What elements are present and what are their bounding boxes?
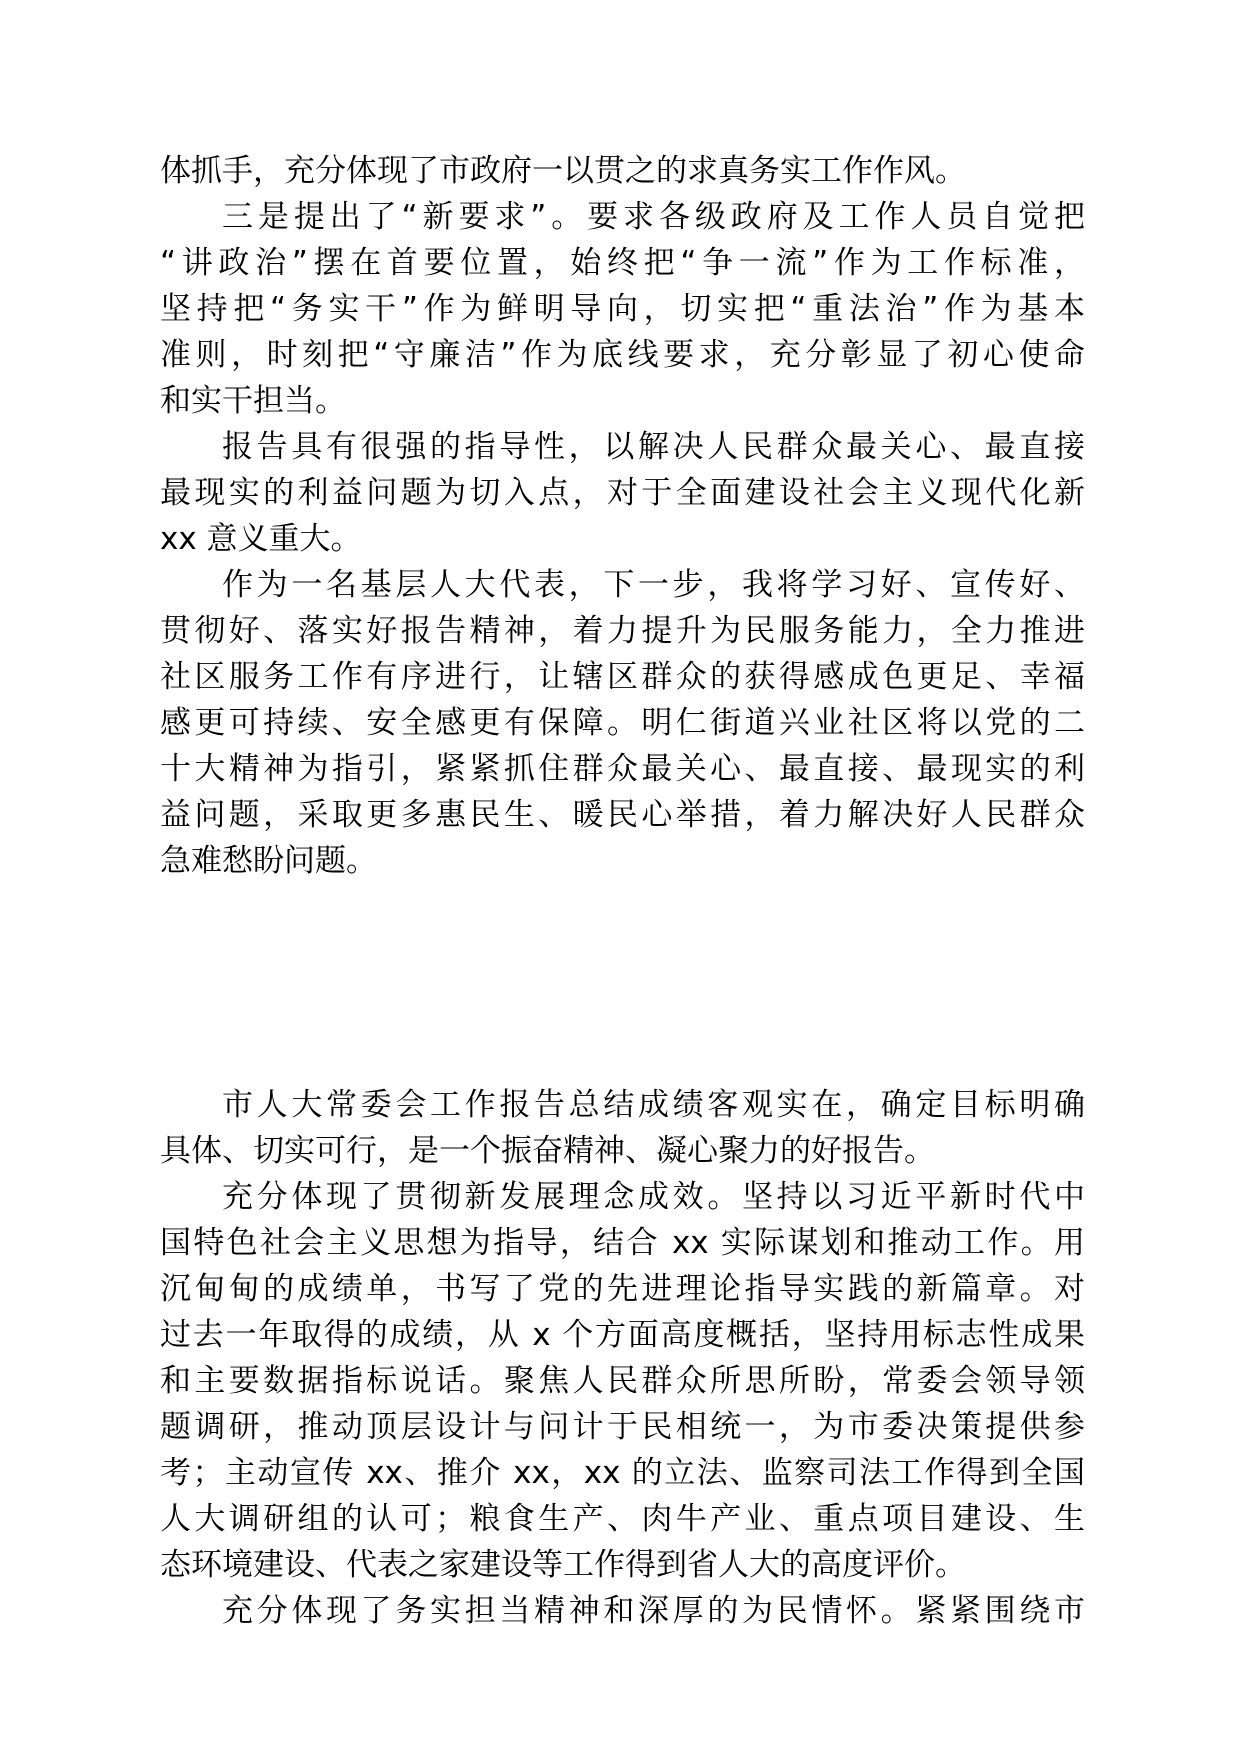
paragraph-first-line: 充分体现了务实担当精神和深厚的为民情怀。紧紧围绕市 (222, 1593, 1085, 1629)
text-line: 益问题，采取更多惠民生、暖民心举措，着力解决好人民群众 (160, 797, 1085, 833)
paragraph-first-line: 充分体现了贯彻新发展理念成效。坚持以习近平新时代中 (222, 1179, 1085, 1215)
paragraph-first-line: 作为一名基层人大代表，下一步，我将学习好、宣传好、 (222, 567, 1085, 603)
text-line: 人大调研组的认可；粮食生产、肉牛产业、重点项目建设、生 (160, 1501, 1085, 1537)
text-line: 感更可持续、安全感更有保障。明仁街道兴业社区将以党的二 (160, 705, 1085, 741)
text-line: 过去一年取得的成绩，从 x 个方面高度概括，坚持用标志性成果 (160, 1317, 1085, 1353)
paragraph-first-line: 市人大常委会工作报告总结成绩客观实在，确定目标明确 (222, 1087, 1085, 1123)
text-line: 十大精神为指引，紧紧抓住群众最关心、最直接、最现实的利 (160, 751, 1085, 787)
text-line: 和主要数据指标说话。聚焦人民群众所思所盼，常委会领导领 (160, 1363, 1085, 1399)
text-line: 坚持把“务实干”作为鲜明导向，切实把“重法治”作为基本 (160, 291, 1085, 327)
text-line: 社区服务工作有序进行，让辖区群众的获得感成色更足、幸福 (160, 659, 1085, 695)
text-line: 国特色社会主义思想为指导，结合 xx 实际谋划和推动工作。用 (160, 1225, 1085, 1261)
text-line: 贯彻好、落实好报告精神，着力提升为民服务能力，全力推进 (160, 613, 1085, 649)
text-line: 最现实的利益问题为切入点，对于全面建设社会主义现代化新 (160, 475, 1085, 511)
text-line: 考；主动宣传 xx、推介 xx，xx 的立法、监察司法工作得到全国 (160, 1455, 1085, 1491)
text-line: “讲政治”摆在首要位置，始终把“争一流”作为工作标准， (160, 245, 1085, 281)
section-heading (160, 912, 1085, 1068)
document-page (160, 148, 1085, 1634)
text-line: 具体、切实可行，是一个振奋精神、凝心聚力的好报告。 (160, 1133, 935, 1169)
text-line: 态环境建设、代表之家建设等工作得到省人大的高度评价。 (160, 1547, 966, 1583)
text-line: 沉甸甸的成绩单，书写了党的先进理论指导实践的新篇章。对 (160, 1271, 1085, 1307)
paragraph-first-line: 报告具有很强的指导性，以解决人民群众最关心、最直接 (222, 429, 1085, 465)
text-line: 体抓手，充分体现了市政府一以贯之的求真务实工作作风。 (160, 153, 966, 189)
body-section-bottom (160, 1082, 1085, 1634)
body-section-top (160, 148, 1085, 884)
paragraph-first-line: 三是提出了“新要求”。要求各级政府及工作人员自觉把 (222, 199, 1085, 235)
text-line: xx 意义重大。 (160, 521, 362, 557)
text-line: 急难愁盼问题。 (160, 843, 377, 879)
heading-line-2 (160, 1008, 1085, 1068)
heading-line-1 (160, 912, 1085, 972)
text-line: 和实干担当。 (160, 383, 346, 419)
text-line: 题调研，推动顶层设计与问计于民相统一，为市委决策提供参 (160, 1409, 1085, 1445)
text-line: 准则，时刻把“守廉洁”作为底线要求，充分彰显了初心使命 (160, 337, 1085, 373)
